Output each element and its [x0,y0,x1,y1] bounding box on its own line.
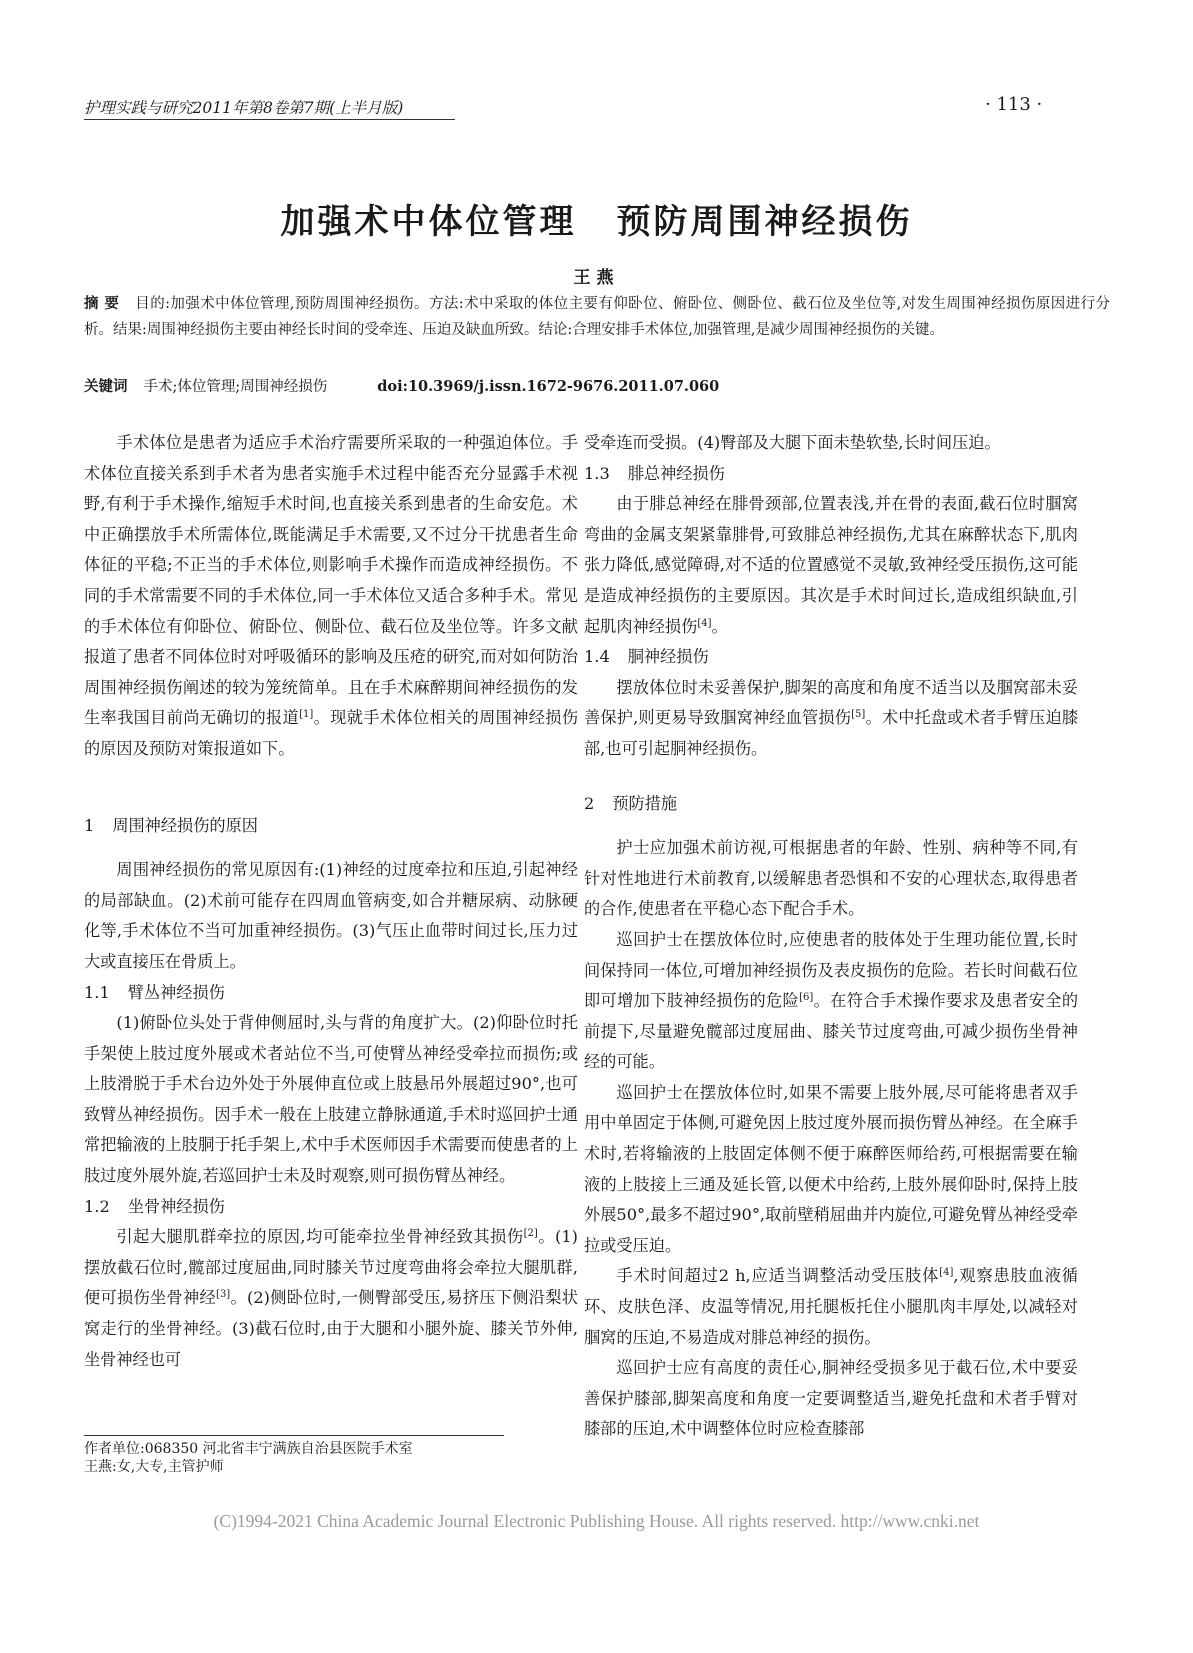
citation-3: [3] [216,1289,231,1301]
author-name: 王燕 [573,268,620,288]
article-title [0,194,1193,243]
section-1-2-text [84,1222,578,1375]
section-2-title: 预防措施 [612,793,678,813]
section-2-paragraph-2-a: 巡回护士在摆放体位时,应使患者的肢体处于生理功能位置,长时间保持同一体位,可增加神经损伤及表皮损伤的危险。若长时间截石位即可增加下肢神经损伤的危险 [584,929,1078,1011]
intro-text-a: 手术体位是患者为适应手术治疗需要所采取的一种强迫体位。手术体位直接关系到手术者为患者实施手术过程中能否充分显露手术视野,有利于手术操作,缩短手术时间,也直接关系到患者的生命安危。术中正确摆放手术所需体位,既能满足手术需要,又不过分干扰患者生命体征的平稳;不正当的手术体位,则影响手术操作而造成神经损伤。不同的手术常需要不同的手术体位,同一手术体位又适合多种手术。常见的手术体位有仰卧位、俯卧位、侧卧位、截石位及坐位等。许多文献报道了患者不同体位时对呼吸循环的影响及压疮的研究,而对如何防治周围神经损伤阐述的较为笼统简单。且在手术麻醉期间神经损伤的发生率我国目前尚无确切的报道 [84,433,578,728]
section-2-paragraph-2-b: 。在符合手术操作要求及患者安全的前提下,尽量避免髋部过度屈曲、膝关节过度弯曲,可减少损伤坐骨神经的可能。 [584,991,1079,1072]
keywords-label: 关键词 [84,378,128,395]
citation-1: [1] [299,709,314,721]
section-2-paragraph-3: 巡回护士在摆放体位时,如果不需要上肢外展,尽可能将患者双手用中单固定于体侧,可避免因上肢过度外展而损伤臂丛神经。在全麻手术时,若将输液的上肢固定体侧不便于麻醉医师给药,可根据需要在输液的上肢接上三通及延长管,以便术中给药,上肢外展仰卧时,保持上肢外展50°,最多不超过90°,取前壁稍屈曲并内旋位,可避免臂丛神经受牵拉或受压迫。 [584,1082,1078,1255]
section-2-paragraph-5: 巡回护士应有高度的责任心,胴神经受损多见于截石位,术中要妥善保护膝部,脚架高度和角度一定要调整适当,避免托盘和术者手臂对膝部的压迫,术中调整体位时应检查膝部 [584,1358,1078,1439]
section-1-3-text [584,489,1078,642]
section-1-4-title: 胴神经损伤 [627,647,709,667]
section-1-2-title: 坐骨神经损伤 [127,1196,225,1216]
keywords [84,376,1110,398]
section-1-2-text-b: 。(1)摆放截石位时,髋部过度屈曲,同时膝关节过度弯曲将会牵拉大腿肌群,便可损伤坐骨神经 [84,1227,578,1308]
section-1-heading [84,811,578,842]
section-1-3-text-a: 由于腓总神经在腓骨颈部,位置表浅,并在骨的表面,截石位时腘窝弯曲的金属支架紧靠腓骨,可致腓总神经损伤,尤其在麻醉状态下,肌肉张力降低,感觉障碍,对不适的位置感觉不灵敏,致神经受压损伤,这可能是造成神经损伤的主要原因。其次是手术时间过长,造成组织缺血,引起肌肉神经损伤 [584,494,1078,636]
section-2-paragraph-4-a: 手术时间超过2 h,应适当调整活动受压肢体 [616,1266,940,1286]
page-number: · 113 · [985,94,1043,115]
section-1-2-text-c: 。(2)侧卧位时,一侧臀部受压,易挤压下侧沿梨状窝走行的坐骨神经。(3)截石位时,由于大腿和小腿外旋、膝关节外伸,坐骨神经也可 [84,1288,578,1369]
section-1-title: 周围神经损伤的原因 [112,815,258,835]
section-2-paragraph-4 [584,1261,1078,1353]
title-part-2: 预防周围神经损伤 [616,202,913,242]
copyright-notice: (C)1994-2021 China Academic Journal Electronic Publishing House. All rights reserved. http://www.cnki.net [213,1511,980,1531]
left-column [84,428,578,1375]
right-column [584,428,1078,1445]
section-1-number: 1 [84,815,95,835]
citation-4b: [4] [939,1267,954,1279]
section-1-2-text-a: 引起大腿肌群牵拉的原因,均可能牵拉坐骨神经致其损伤 [116,1227,524,1247]
section-1-4-text [584,673,1078,765]
intro-text-b: 。现就手术体位相关的周围神经损伤的原因及预防对策报道如下。 [84,708,579,758]
section-1-3-heading [584,459,1078,490]
section-1-4-heading [584,642,1078,673]
section-1-1-number: 1.1 [84,982,110,1002]
section-2-heading [584,789,1078,820]
abstract [84,291,1110,343]
intro-paragraph [84,428,578,765]
doi: doi:10.3969/j.issn.1672-9676.2011.07.060 [377,378,720,395]
section-1-2-number: 1.2 [84,1196,110,1216]
keywords-text: 手术;体位管理;周围神经损伤 [143,379,328,395]
section-1-3-title: 腓总神经损伤 [627,463,725,483]
section-2-paragraph-1: 护士应加强术前访视,可根据患者的年龄、性别、病种等不同,有针对性地进行术前教育,以缓解患者恐惧和不安的心理状态,取得患者的合作,使患者在平稳心态下配合手术。 [584,838,1078,919]
section-1-4-number: 1.4 [584,647,610,667]
author-affiliation: 作者单位:068350 河北省丰宁满族自治县医院手术室 [84,1441,413,1457]
section-2-paragraph-4-b: ,观察患肢血液循环、皮肤色泽、皮温等情况,用托腿板托住小腿肌肉丰厚处,以减轻对腘窝的压迫,不易造成对腓总神经的损伤。 [584,1266,1078,1347]
footnote [84,1435,504,1476]
section-2-paragraph-2 [584,925,1078,1078]
title-part-1: 加强术中体位管理 [280,202,577,242]
section-1-4-text-b: 。术中托盘或术者手臂压迫膝部,也可引起胴神经损伤。 [584,708,1079,758]
author-info: 王燕:女,大专,主管护师 [84,1459,224,1475]
section-1-1-text: (1)俯卧位头处于背伸侧屈时,头与背的角度扩大。(2)仰卧位时托手架使上肢过度外展或术者站位不当,可使臂丛神经受牵拉而损伤;或上肢滑脱于手术台边外处于外展伸直位或上肢悬吊外展超过90°,也可致臂丛神经损伤。因手术一般在上肢建立静脉通道,手术时巡回护士通常把输液的上肢胴于托手架上,术中手术医师因手术需要而使患者的上肢过度外展外旋,若巡回护士未及时观察,则可损伤臂丛神经。 [84,1013,578,1186]
continued-text: 受牵连而受损。(4)臀部及大腿下面未垫软垫,长时间压迫。 [584,433,1001,452]
section-1-1-heading [84,978,578,1009]
section-2-number: 2 [584,793,595,813]
citation-6: [6] [799,992,814,1004]
section-1-3-text-b: 。 [711,616,728,636]
section-1-1-title: 臂丛神经损伤 [127,982,225,1002]
abstract-label: 摘 要 [84,295,120,312]
section-1-2-heading [84,1192,578,1223]
abstract-text: 目的:加强术中体位管理,预防周围神经损伤。方法:术中采取的体位主要有仰卧位、俯卧位、侧卧位、截石位及坐位等,对发生周围神经损伤原因进行分析。结果:周围神经损伤主要由神经长时间的受牵连、压迫及缺血所致。结论:合理安排手术体位,加强管理,是减少周围神经损伤的关键。 [84,296,1110,338]
section-1-4-text-a: 摆放体位时未妥善保护,脚架的高度和角度不适当以及腘窝部未妥善保护,则更易导致腘窝神经血管损伤 [584,677,1078,728]
citation-2: [2] [523,1228,538,1240]
journal-header: 护理实践与研究2011年第8卷第7期(上半月版) [84,96,455,120]
section-1-text: 周围神经损伤的常见原因有:(1)神经的过度牵拉和压迫,引起神经的局部缺血。(2)术前可能存在四周血管病变,如合并糖尿病、动脉硬化等,手术体位不当可加重神经损伤。(3)气压止血带时间过长,压力过大或直接压在骨质上。 [84,860,578,971]
section-1-3-number: 1.3 [584,463,610,483]
citation-5: [5] [851,709,866,721]
citation-4: [4] [697,617,712,629]
